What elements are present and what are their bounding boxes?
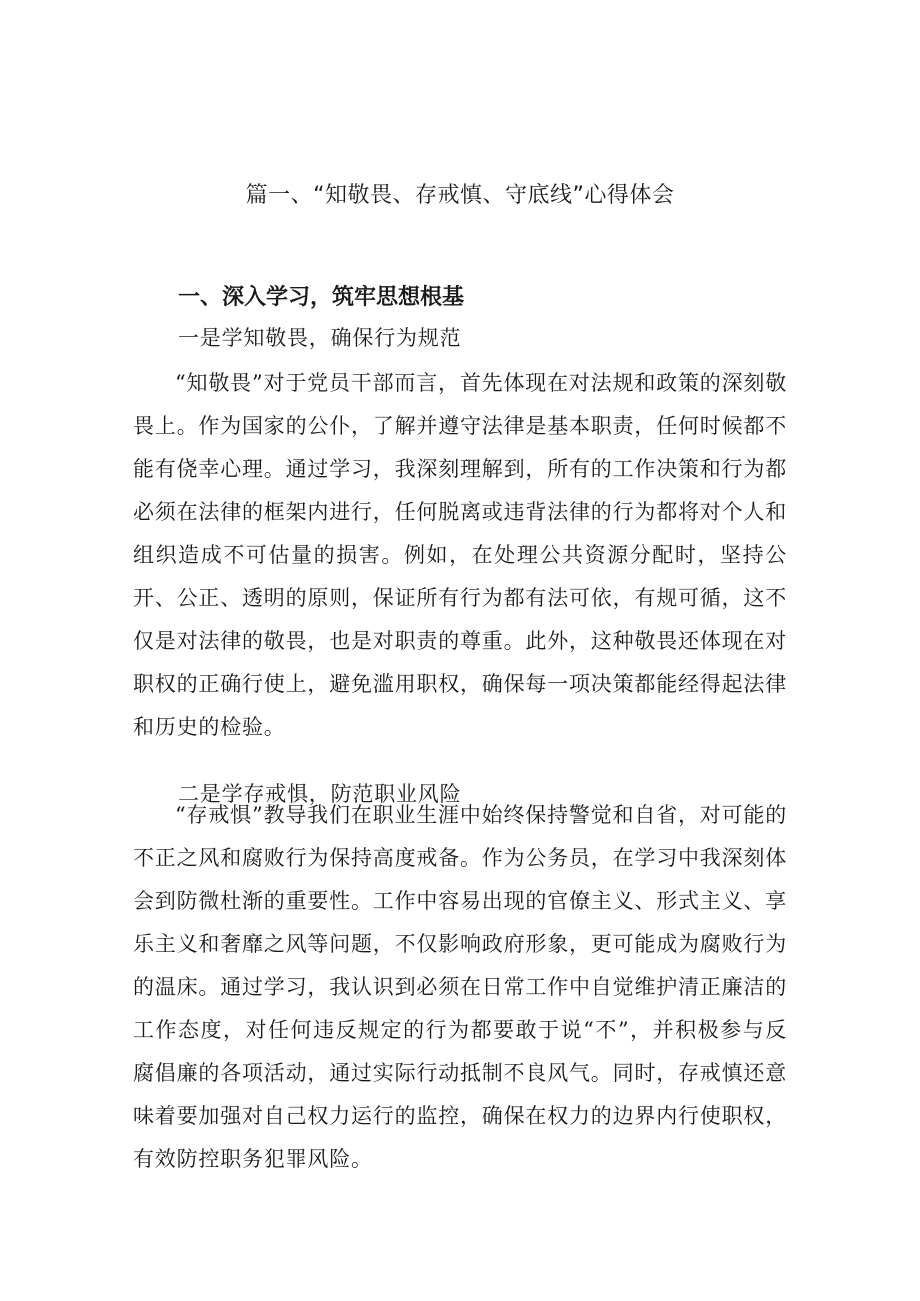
- section-heading: 一、深入学习，筑牢思想根基: [178, 285, 465, 310]
- document-title: 篇一、“知敬畏、存戒慎、守底线”心得体会: [245, 183, 675, 208]
- subsection-paragraph-1: “知敬畏”对于党员干部而言，首先体现在对法规和政策的深刻敬畏上。作为国家的公仆，了解并遵守法律是基本职责，任何时候都不能有侥幸心理。通过学习，我深刻理解到，所有的工作决策和行为都必须在法律的框架内进行，任何脱离或违背法律的行为都将对个人和组织造成不可估量的损害。例如，在处理公共资源分配时，坚持公开、公正、透明的原则，保证所有行为都有法可依，有规可循，这不仅是对法律的敬畏，也是对职责的尊重。此外，这种敬畏还体现在对职权的正确行使上，避免滥用职权，确保每一项决策都能经得起法律和历史的检验。: [133, 371, 787, 739]
- subsection-paragraph-2: “存戒惧”教导我们在职业生涯中始终保持警觉和自省，对可能的不正之风和腐败行为保持高度戒备。作为公务员，在学习中我深刻体会到防微杜渐的重要性。工作中容易出现的官僚主义、形式主义、享乐主义和奢靡之风等问题，不仅影响政府形象，更可能成为腐败行为的温床。通过学习，我认识到必须在日常工作中自觉维护清正廉洁的工作态度，对任何违反规定的行为都要敢于说“不”，并积极参与反腐倡廉的各项活动，通过实际行动抵制不良风气。同时，存戒慎还意味着要加强对自己权力运行的监控，确保在权力的边界内行使职权，有效防控职务犯罪风险。: [133, 803, 787, 1171]
- subsection-heading-1: 一是学知敬畏，确保行为规范: [178, 326, 462, 350]
- subsection-heading-2: 二是学存戒惧，防范职业风险: [178, 782, 462, 806]
